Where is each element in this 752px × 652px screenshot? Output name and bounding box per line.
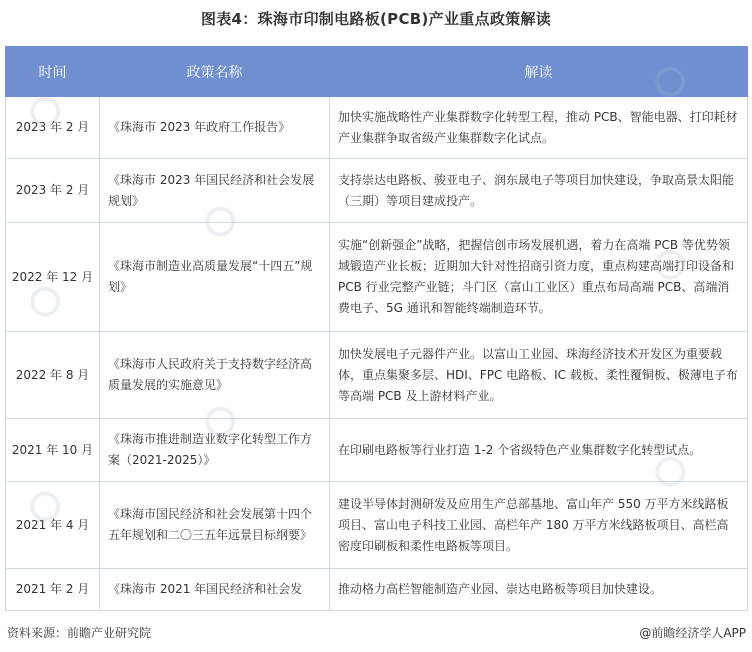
table-row [6,332,748,419]
table-row [6,97,748,159]
header-interpretation: 解读 [330,47,748,97]
table-row [6,482,748,569]
table-row [6,569,748,611]
cell-policy-name: 《珠海市国民经济和社会发展第十四个五年规划和二〇三五年远景目标纲要》 [100,482,330,569]
cell-policy-name: 《珠海市 2021 年国民经济和社会发 [100,569,330,611]
cell-interpretation: 加快发展电子元器件产业。以富山工业园、珠海经济技术开发区为重要载体，重点集聚多层、HDI、FPC 电路板、IC 载板、柔性覆铜板、极薄电子布等高端 PCB 及上游材料产业。 [330,332,748,419]
table-row [6,223,748,332]
cell-time: 2023 年 2 月 [6,159,100,223]
policy-table [5,46,748,611]
cell-time: 2021 年 2 月 [6,569,100,611]
table-header-row [6,47,748,97]
header-policy-name: 政策名称 [100,47,330,97]
cell-interpretation: 支持崇达电路板、骏亚电子、润东晟电子等项目加快建设，争取高景太阳能（三期）等项目建成投产。 [330,159,748,223]
cell-policy-name: 《珠海市 2023 年政府工作报告》 [100,97,330,159]
cell-time: 2022 年 12 月 [6,223,100,332]
header-time: 时间 [6,47,100,97]
cell-policy-name: 《珠海市制造业高质量发展“十四五”规划》 [100,223,330,332]
cell-time: 2022 年 8 月 [6,332,100,419]
cell-policy-name: 《珠海市人民政府关于支持数字经济高质量发展的实施意见》 [100,332,330,419]
table-row [6,419,748,482]
cell-interpretation: 加快实施战略性产业集群数字化转型工程，推动 PCB、智能电器、打印耗材产业集群争取省级产业集群数字化试点。 [330,97,748,159]
chart-title: 图表4：珠海市印制电路板(PCB)产业重点政策解读 [200,10,552,28]
table-row [6,159,748,223]
cell-interpretation: 在印刷电路板等行业打造 1-2 个省级特色产业集群数字化转型试点。 [330,419,748,482]
cell-interpretation: 建设半导体封测研发及应用生产总部基地、富山年产 550 万平方米线路板项目、富山电子科技工业园、高栏年产 180 万平方米线路板项目、高栏高密度印刷板和柔性电路板等项目。 [330,482,748,569]
cell-interpretation: 实施“创新强企”战略，把握信创市场发展机遇，着力在高端 PCB 等优势领域锻造产业长板；近期加大针对性招商引资力度，重点构建高端打印设备和 PCB 行业完整产业链；斗门区（富山工业区）重点布局高端 PCB、高端消费电子、5G 通讯和智能终端制造环节。 [330,223,748,332]
cell-time: 2021 年 4 月 [6,482,100,569]
cell-time: 2021 年 10 月 [6,419,100,482]
cell-time: 2023 年 2 月 [6,97,100,159]
cell-policy-name: 《珠海市推进制造业数字化转型工作方案（2021-2025）》 [100,419,330,482]
cell-policy-name: 《珠海市 2023 年国民经济和社会发展规划》 [100,159,330,223]
cell-interpretation: 推动格力高栏智能制造产业园、崇达电路板等项目加快建设。 [330,569,748,611]
source-note: 资料来源：前瞻产业研究院 [7,626,152,640]
credit-note: @前瞻经济学人APP [639,626,746,640]
